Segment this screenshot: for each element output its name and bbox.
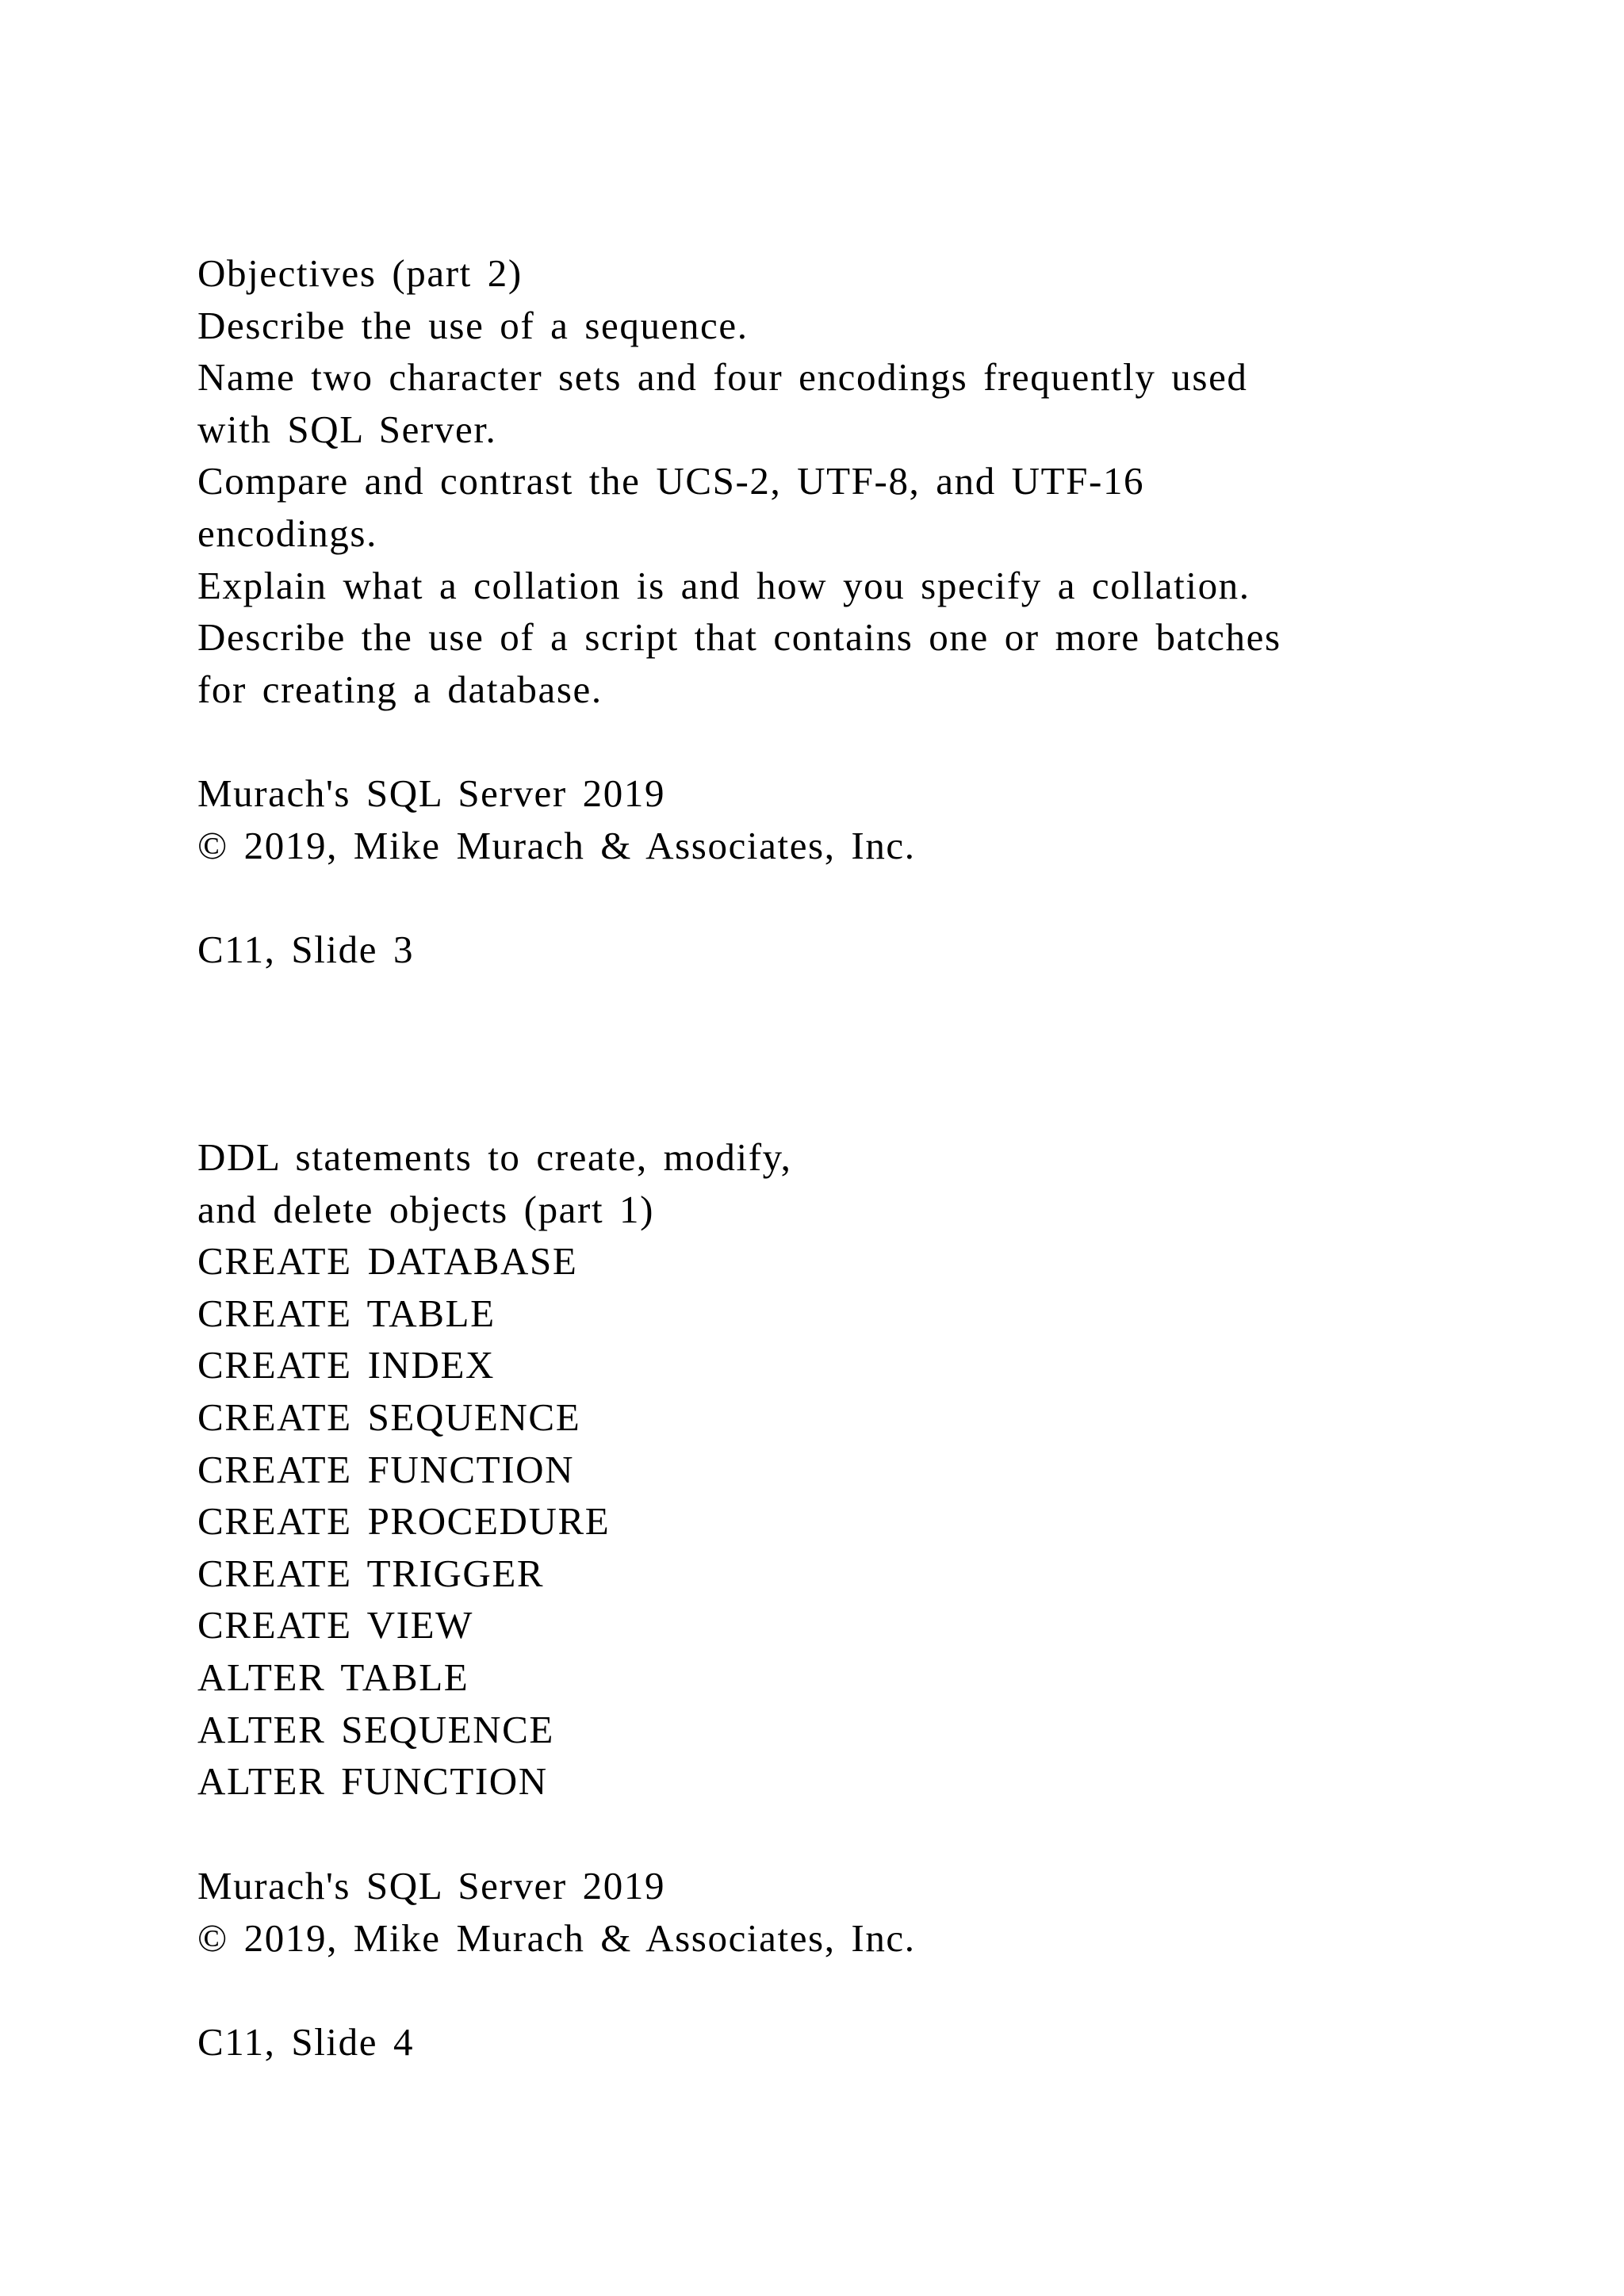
ddl-statement: CREATE INDEX xyxy=(197,1343,495,1387)
slide-4-heading: DDL statements to create, modify, xyxy=(197,1135,792,1179)
footer-copyright: © 2019, Mike Murach & Associates, Inc. xyxy=(197,823,916,867)
ddl-statement: CREATE TABLE xyxy=(197,1291,496,1335)
objective-line: Name two character sets and four encodings frequently used xyxy=(197,355,1248,400)
footer-title: Murach's SQL Server 2019 xyxy=(197,1864,666,1908)
footer-copyright: © 2019, Mike Murach & Associates, Inc. xyxy=(197,1915,916,1960)
objective-line: Describe the use of a script that contains one or more batches xyxy=(197,615,1281,660)
ddl-statement: CREATE TRIGGER xyxy=(197,1551,545,1595)
slide-3-footer xyxy=(197,767,916,871)
objective-line: Describe the use of a sequence. xyxy=(197,303,749,347)
ddl-statement: CREATE VIEW xyxy=(197,1603,473,1647)
ddl-statement: ALTER SEQUENCE xyxy=(197,1707,554,1751)
objective-line: for creating a database. xyxy=(197,667,603,711)
objective-line: Explain what a collation is and how you specify a collation. xyxy=(197,563,1251,607)
ddl-statement: CREATE FUNCTION xyxy=(197,1447,575,1491)
slide-3-heading: Objectives (part 2) xyxy=(197,251,523,295)
slide-4-content xyxy=(197,1131,791,1808)
objective-line: encodings. xyxy=(197,511,377,555)
slide-4-heading: and delete objects (part 1) xyxy=(197,1187,655,1231)
ddl-statement: CREATE PROCEDURE xyxy=(197,1499,611,1544)
ddl-statement: CREATE SEQUENCE xyxy=(197,1395,581,1439)
objective-line: Compare and contrast the UCS-2, UTF-8, and UTF-16 xyxy=(197,459,1145,503)
slide-label: C11, Slide 4 xyxy=(197,2020,415,2064)
slide-4-label-block xyxy=(197,2016,414,2068)
ddl-statement: ALTER TABLE xyxy=(197,1655,469,1699)
slide-3-label-block xyxy=(197,924,414,976)
footer-title: Murach's SQL Server 2019 xyxy=(197,771,666,815)
slide-4-footer xyxy=(197,1860,916,1964)
slide-3-content xyxy=(197,247,1281,715)
ddl-statement: ALTER FUNCTION xyxy=(197,1759,548,1804)
ddl-statement: CREATE DATABASE xyxy=(197,1239,578,1284)
objective-line: with SQL Server. xyxy=(197,407,497,451)
slide-label: C11, Slide 3 xyxy=(197,928,415,971)
